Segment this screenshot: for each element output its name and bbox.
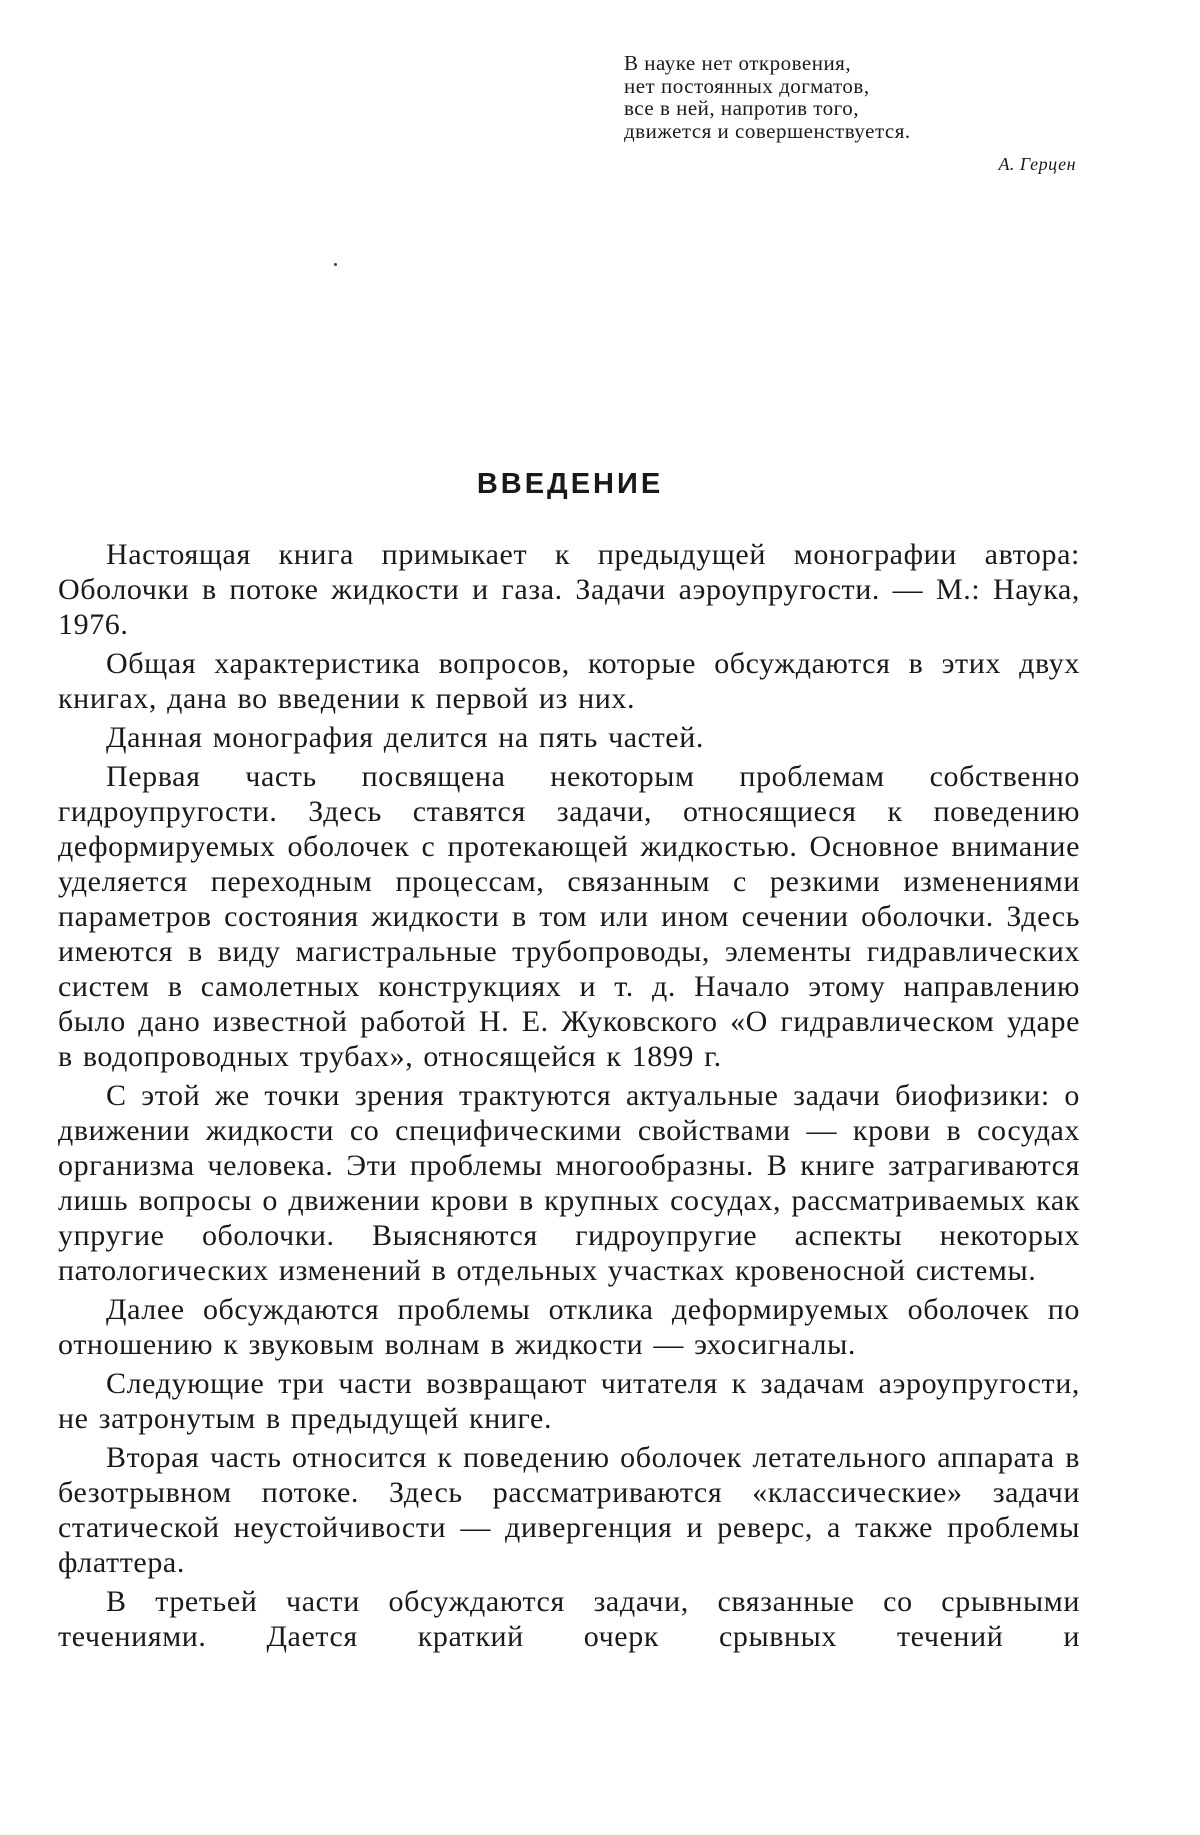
paragraph: Вторая часть относится к поведению оболочек летательного аппарата в безотрывном потоке. Здесь рассматриваются «классические» задачи статической неустойчивости — дивергенция и реверс, а также проблемы флаттера. <box>58 1441 1080 1579</box>
print-speck <box>334 263 337 266</box>
paragraph: Далее обсуждаются проблемы отклика деформируемых оболочек по отношению к звуковым волнам в жидкости — эхосигналы. <box>58 1293 1080 1361</box>
paragraph: Данная монография делится на пять частей. <box>106 721 704 754</box>
chapter-heading: ВВЕДЕНИЕ <box>476 468 664 500</box>
epigraph-line: В науке нет откровения, <box>624 51 852 75</box>
body-text <box>58 537 1080 1658</box>
paragraph: Следующие три части возвращают читателя к задачам аэроупругости, не затронутым в предыдущей книге. <box>58 1367 1080 1435</box>
paragraph: В третьей части обсуждаются задачи, связанные со срывными течениями. Дается краткий очерк срывных течений и <box>58 1585 1080 1653</box>
epigraph-line: все в ней, напротив того, <box>624 96 859 120</box>
epigraph-author: А. Герцен <box>998 154 1076 174</box>
epigraph-line: нет постоянных догматов, <box>624 73 870 98</box>
paragraph: Настоящая книга примыкает к предыдущей монографии автора: Оболочки в потоке жидкости и газа. Задачи аэроупругости. — М.: Наука, 1976. <box>58 538 1080 641</box>
paragraph: С этой же точки зрения трактуются актуальные задачи биофизики: о движении жидкости со специфическими свойствами — крови в сосудах организма человека. Эти проблемы многообразны. В книге затрагиваются лишь вопросы о движении крови в крупных сосудах, рассматриваемых как упругие оболочки. Выясняются гидроупругие аспекты некоторых патологических изменений в отдельных участках кровеносной системы. <box>58 1079 1080 1287</box>
epigraph-line: движется и совершенствуется. <box>624 118 911 143</box>
epigraph <box>624 52 1084 175</box>
paragraph: Общая характеристика вопросов, которые обсуждаются в этих двух книгах, дана во введении к первой из них. <box>58 647 1080 715</box>
paragraph: Первая часть посвящена некоторым проблемам собственно гидроупругости. Здесь ставятся задачи, относящиеся к поведению деформируемых оболочек с протекающей жидкостью. Основное внимание уделяется переходным процессам, связанным с резкими изменениями параметров состояния жидкости в том или ином сечении оболочки. Здесь имеются в виду магистральные трубопроводы, элементы гидравлических систем в самолетных конструкциях и т. д. Начало этому направлению было дано известной работой Н. Е. Жуковского «О гидравлическом ударе в водопроводных трубах», относящейся к 1899 г. <box>58 760 1080 1073</box>
